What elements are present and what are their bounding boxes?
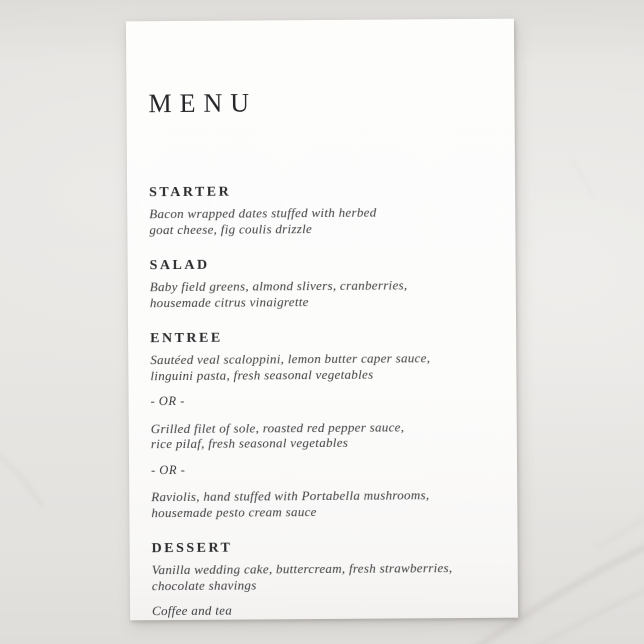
dish-line: linguini pasta, fresh seasonal vegetables <box>150 366 374 383</box>
dish-line: housemade pesto cream sauce <box>151 503 317 520</box>
dish-line: rice pilaf, fresh seasonal vegetables <box>150 434 349 452</box>
entree-option-2 <box>151 418 487 451</box>
section-dessert <box>152 539 489 619</box>
dessert-dish <box>152 560 488 593</box>
entree-or-separator: - OR - <box>150 393 185 409</box>
dish-line: Sautéed veal scaloppini, lemon butter caper sauce, <box>150 350 431 368</box>
dish-line: housemade citrus vinaigrette <box>149 293 309 310</box>
starter-dish <box>149 204 485 237</box>
menu-card <box>126 19 518 621</box>
salad-dish <box>150 277 486 310</box>
dish-line: Bacon wrapped dates stuffed with herbed <box>149 204 377 222</box>
dish-line: chocolate shavings <box>151 576 257 593</box>
entree-option-3 <box>151 487 487 520</box>
dessert-heading: DESSERT <box>151 540 233 557</box>
dish-line: Coffee and tea <box>151 602 233 619</box>
dish-line: Baby field greens, almond slivers, cranberries, <box>149 277 408 295</box>
coffee-and-tea-line <box>152 601 488 619</box>
salad-heading: SALAD <box>149 257 210 274</box>
section-entree <box>150 329 487 520</box>
starter-heading: STARTER <box>149 184 232 201</box>
entree-heading: ENTREE <box>150 330 223 347</box>
dish-line: Vanilla wedding cake, buttercream, fresh strawberries, <box>151 560 453 578</box>
dish-line: Raviolis, hand stuffed with Portabella mushrooms, <box>151 487 430 505</box>
dish-line: Grilled filet of sole, roasted red pepper sauce, <box>150 418 405 436</box>
section-salad <box>150 256 486 310</box>
entree-or-separator: - OR - <box>150 462 186 477</box>
menu-title: MENU <box>148 88 258 119</box>
entree-option-1 <box>150 350 486 383</box>
section-starter <box>149 183 485 237</box>
dish-line: goat cheese, fig coulis drizzle <box>149 220 313 237</box>
